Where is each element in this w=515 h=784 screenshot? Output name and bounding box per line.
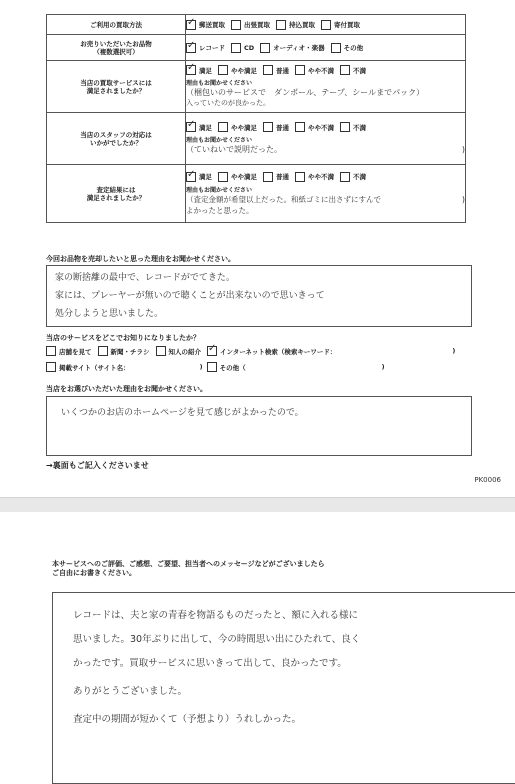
source-store[interactable]: 店舗を見て [46,346,92,356]
checkbox-neutral[interactable] [263,172,273,182]
checkbox-other[interactable] [331,43,341,53]
source-other[interactable]: その他（ [207,362,246,372]
handwritten-reason: （ていねいで説明だった。 [186,145,282,154]
row-items [47,35,466,61]
rating-somewhat-satisfied[interactable]: やや満足 [218,122,257,132]
handwritten-answer: 家の断捨離の最中で、レコードがでてきた。 [55,273,235,283]
page-separator [0,497,515,513]
back-side-note: →裏面もご記入くださいませ [46,461,149,470]
row-staff-satisfaction [47,113,466,165]
choose-reason-title: 当店をお選びいただいた理由をお聞かせください。 [46,385,207,393]
rating-dissatisfied[interactable]: 不満 [340,122,366,132]
checkbox-bring[interactable] [276,20,286,30]
handwritten-reason: （査定金額が希望以上だった。和紙ゴミに出さずにすんで [186,194,381,204]
checkbox-visit[interactable] [231,20,241,30]
rating-neutral[interactable]: 普通 [263,122,289,132]
rating-satisfied[interactable]: ✓ 満足 [186,172,212,182]
checkbox-mail[interactable] [186,20,196,30]
checkbox-somewhat-satisfied[interactable] [218,122,228,132]
option-record[interactable]: ✓ レコード [186,43,225,53]
reason-label: 理由もお聞かせください [186,186,253,194]
option-bring[interactable]: 持込買取 [276,20,315,30]
checkbox-satisfied[interactable] [186,122,196,132]
checkbox-friend[interactable] [156,346,166,356]
rating-dissatisfied[interactable]: 不満 [340,65,366,75]
checkbox-neutral[interactable] [263,65,273,75]
question-service: 当店の買取サービスには 満足されましたか？ [47,61,186,113]
source-internet[interactable]: ✓ インターネット検索（検索キーワード： [207,346,336,356]
handwritten-comment: 査定中の期間が短かくて（予想より）うれしかった。 [73,714,302,725]
row-service-satisfaction [47,61,466,113]
free-comment-title-line: ご自由にお書きください。 [52,569,136,577]
rating-neutral[interactable]: 普通 [263,172,289,182]
rating-somewhat-satisfied[interactable]: やや満足 [218,65,257,75]
checkbox-donate[interactable] [321,20,331,30]
row-purchase-method [47,15,466,35]
row-assessment-satisfaction [47,165,466,223]
checkbox-somewhat-satisfied[interactable] [218,65,228,75]
close-paren: ) [381,363,385,371]
rating-satisfied[interactable]: ✓ 満足 [186,65,212,75]
handwritten-comment: 思いました。30年ぶりに出して、今の時間思い出にひたれて、良く [73,634,361,645]
reason-label: 理由もお聞かせください [186,137,253,144]
handwritten-comment: レコードは、夫と家の青春を物語るものだったと、額に入れる様に [73,610,359,621]
checkbox-somewhat-dissatisfied[interactable] [295,65,305,75]
handwritten-reason: 入っていたのが良かった。 [186,99,270,107]
option-cd[interactable]: CD [231,43,254,53]
rating-somewhat-dissatisfied[interactable]: やや不満 [295,122,334,132]
checkbox-site[interactable] [46,362,56,372]
option-donate[interactable]: 寄付買取 [321,20,360,30]
free-comment-title [52,560,325,578]
rating-satisfied[interactable]: ✓ 満足 [186,122,212,132]
option-mail[interactable]: ✓ 郵送買取 [186,20,225,30]
checkbox-record[interactable] [186,43,196,53]
option-audio[interactable]: オーディオ・楽器 [260,43,324,53]
choose-reason-answer-box[interactable] [46,396,472,456]
rating-dissatisfied[interactable]: 不満 [340,172,366,182]
checkbox-store[interactable] [46,346,56,356]
question-purchase-method: ご利用の買取方法 [47,15,186,35]
form-code: PK0006 [474,476,501,484]
sell-reason-answer-box[interactable] [46,265,472,327]
handwritten-answer: 家には、プレーヤーが無いので聴くことが出来ないので思いきって [55,291,325,301]
close-paren: ) [461,145,465,154]
survey-table [46,14,466,223]
handwritten-answer: いくつかのお店のホームページを見て感じがよかったので。 [61,408,304,418]
checkbox-dissatisfied[interactable] [340,65,350,75]
checkbox-audio[interactable] [260,43,270,53]
handwritten-reason: よかったと思った。 [186,205,254,215]
option-other[interactable]: その他 [331,43,364,53]
checkbox-somewhat-dissatisfied[interactable] [295,122,305,132]
checkbox-source-other[interactable] [207,362,217,372]
checkbox-internet[interactable] [207,346,217,356]
close-paren: ) [452,347,456,355]
checkbox-neutral[interactable] [263,122,273,132]
source-options-row-2 [46,362,385,372]
free-comment-title-line: 本サービスへのご評価、ご感想、ご要望、担当者へのメッセージなどがございましたら [52,560,325,568]
rating-somewhat-dissatisfied[interactable]: やや不満 [295,65,334,75]
handwritten-answer: 処分しようと思いました。 [55,309,164,319]
question-items: お売りいただいたお品物 （複数選択可） [47,35,186,61]
handwritten-comment: ありがとうございました。 [73,686,188,697]
rating-somewhat-dissatisfied[interactable]: やや不満 [295,172,334,182]
question-assessment: 査定結果には 満足されましたか？ [47,165,186,223]
sell-reason-title: 今回お品物を売却したいと思った理由をお聞かせください。 [46,255,235,263]
checkbox-satisfied[interactable] [186,65,196,75]
rating-neutral[interactable]: 普通 [263,65,289,75]
checkbox-somewhat-dissatisfied[interactable] [295,172,305,182]
free-comment-answer-box[interactable] [52,592,515,784]
checkbox-dissatisfied[interactable] [340,122,350,132]
survey-page-back [0,512,515,767]
checkbox-cd[interactable] [231,43,241,53]
close-paren: ) [461,194,465,204]
checkbox-somewhat-satisfied[interactable] [218,172,228,182]
handwritten-reason: （梱包いのサービスで ダンボール、テープ、シールまでパック） [186,88,425,97]
reason-label: 理由もお聞かせください [186,80,253,87]
close-paren: ) [199,363,203,371]
question-staff: 当店のスタッフの対応は いかがでしたか？ [47,113,186,165]
source-friend[interactable]: 知人の紹介 [156,346,202,356]
source-title: 当店のサービスをどこでお知りになりましたか？ [46,334,200,342]
rating-somewhat-satisfied[interactable]: やや満足 [218,172,257,182]
checkbox-newspaper[interactable] [98,346,108,356]
source-site[interactable]: 掲載サイト（サイト名： [46,362,130,372]
checkbox-dissatisfied[interactable] [340,172,350,182]
source-options-row [46,346,455,356]
source-newspaper[interactable]: 新聞・チラシ [98,346,150,356]
handwritten-comment: かったです。買取サービスに思いきって出して、良かったです。 [73,658,347,669]
option-visit[interactable]: 出張買取 [231,20,270,30]
checkbox-satisfied[interactable] [186,172,196,182]
